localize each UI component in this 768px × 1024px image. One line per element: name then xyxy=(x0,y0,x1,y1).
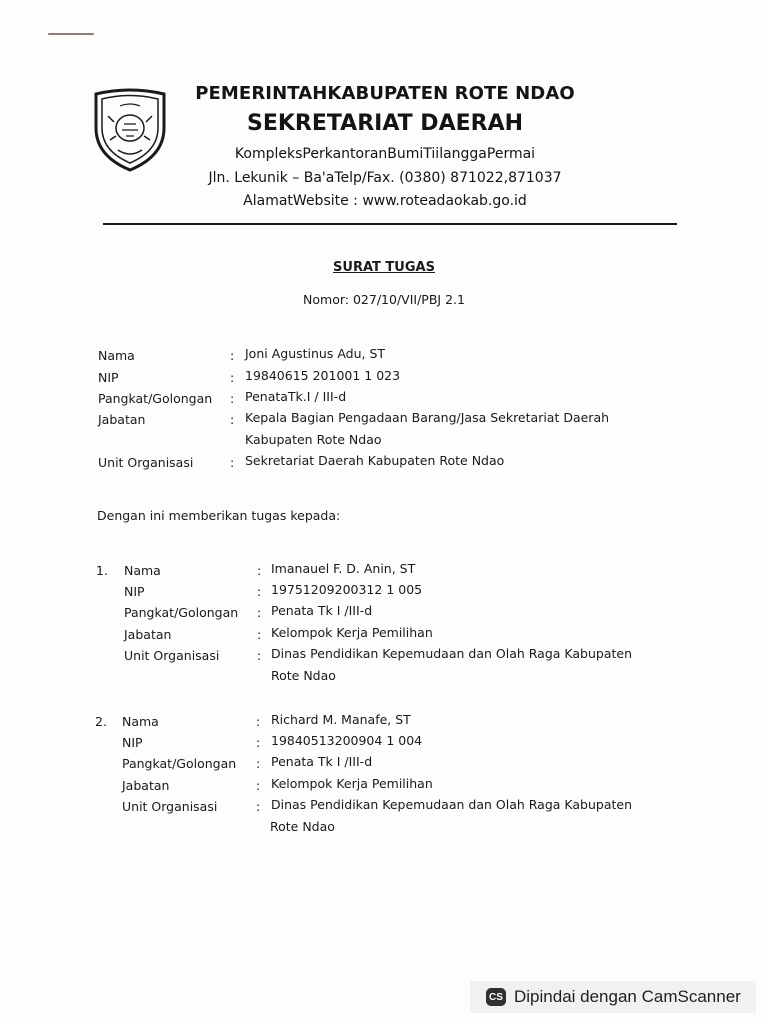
scan-mark xyxy=(48,33,94,35)
assignee-number: 2. xyxy=(95,714,107,729)
colon: : xyxy=(230,370,235,385)
camscanner-text: Dipindai dengan CamScanner xyxy=(514,987,741,1006)
signer-row-nama xyxy=(0,348,768,366)
field-value: 19751209200312 1 005 xyxy=(271,582,423,597)
colon: : xyxy=(230,455,235,470)
colon: : xyxy=(257,584,262,599)
colon: : xyxy=(257,605,262,620)
signer-row-pangkat xyxy=(0,391,768,409)
assignee-row-unit xyxy=(0,648,768,688)
regency-emblem-icon xyxy=(90,88,170,172)
signer-row-nip xyxy=(0,370,768,388)
field-value: Sekretariat Daerah Kabupaten Rote Ndao xyxy=(245,453,505,468)
assignment-intro: Dengan ini memberikan tugas kepada: xyxy=(97,508,341,523)
field-value-continued: Rote Ndao xyxy=(271,668,336,683)
field-label: Pangkat/Golongan xyxy=(122,756,237,771)
field-value: Dinas Pendidikan Kepemudaan dan Olah Raga Kabupaten xyxy=(271,646,632,661)
field-label: Jabatan xyxy=(122,778,170,793)
assignee-row-nama xyxy=(0,563,768,581)
field-label: Unit Organisasi xyxy=(124,648,220,663)
header-website: AlamatWebsite : www.roteadaokab.go.id xyxy=(243,193,527,209)
field-value: Kelompok Kerja Pemilihan xyxy=(271,625,433,640)
field-label: NIP xyxy=(122,735,143,750)
colon: : xyxy=(230,348,235,363)
header-government: PEMERINTAHKABUPATEN ROTE NDAO xyxy=(195,83,575,104)
colon: : xyxy=(257,648,262,663)
assignee-row-nama xyxy=(0,714,768,732)
header-divider xyxy=(103,223,677,225)
signer-row-jabatan xyxy=(0,412,768,452)
field-value: Joni Agustinus Adu, ST xyxy=(245,346,386,361)
assignee-row-nip xyxy=(0,735,768,753)
field-value: Richard M. Manafe, ST xyxy=(271,712,411,727)
field-label: Jabatan xyxy=(98,412,146,427)
assignee-number: 1. xyxy=(96,563,108,578)
colon: : xyxy=(256,778,261,793)
field-value: PenataTk.I / III-d xyxy=(245,389,347,404)
assignee-row-nip xyxy=(0,584,768,602)
assignee-row-pangkat xyxy=(0,605,768,623)
field-label: Nama xyxy=(98,348,135,363)
colon: : xyxy=(257,563,262,578)
field-label: Pangkat/Golongan xyxy=(98,391,213,406)
field-value: Dinas Pendidikan Kepemudaan dan Olah Raga Kabupaten xyxy=(271,797,632,812)
field-value-continued: Rote Ndao xyxy=(270,819,335,834)
field-label: NIP xyxy=(124,584,145,599)
field-value: Penata Tk I /III-d xyxy=(271,754,373,769)
field-value-continued: Kabupaten Rote Ndao xyxy=(245,432,382,447)
field-label: Pangkat/Golongan xyxy=(124,605,239,620)
assignee-row-pangkat xyxy=(0,756,768,774)
colon: : xyxy=(256,799,261,814)
field-label: Unit Organisasi xyxy=(122,799,218,814)
field-value: Kelompok Kerja Pemilihan xyxy=(271,776,433,791)
camscanner-watermark xyxy=(470,981,756,1013)
camscanner-icon: CS xyxy=(486,988,506,1006)
field-label: Jabatan xyxy=(124,627,172,642)
colon: : xyxy=(256,735,261,750)
document-title: SURAT TUGAS xyxy=(333,260,435,275)
assignee-row-unit xyxy=(0,799,768,839)
document-number: Nomor: 027/10/VII/PBJ 2.1 xyxy=(303,292,465,307)
field-value: 19840513200904 1 004 xyxy=(271,733,423,748)
field-label: Unit Organisasi xyxy=(98,455,194,470)
signer-row-unit xyxy=(0,455,768,473)
field-value: Imanauel F. D. Anin, ST xyxy=(271,561,416,576)
assignee-row-jabatan xyxy=(0,627,768,645)
field-value: Kepala Bagian Pengadaan Barang/Jasa Sekretariat Daerah xyxy=(245,410,610,425)
assignee-row-jabatan xyxy=(0,778,768,796)
field-value: Penata Tk I /III-d xyxy=(271,603,373,618)
colon: : xyxy=(230,412,235,427)
colon: : xyxy=(257,627,262,642)
field-label: NIP xyxy=(98,370,119,385)
header-address: Jln. Lekunik – Ba'aTelp/Fax. (0380) 871022,871037 xyxy=(208,170,562,186)
header-secretariat: SEKRETARIAT DAERAH xyxy=(246,111,524,136)
colon: : xyxy=(230,391,235,406)
colon: : xyxy=(256,756,261,771)
field-label: Nama xyxy=(124,563,161,578)
colon: : xyxy=(256,714,261,729)
field-value: 19840615 201001 1 023 xyxy=(245,368,401,383)
field-label: Nama xyxy=(122,714,159,729)
header-complex: KompleksPerkantoranBumiTiilanggaPermai xyxy=(234,146,536,162)
